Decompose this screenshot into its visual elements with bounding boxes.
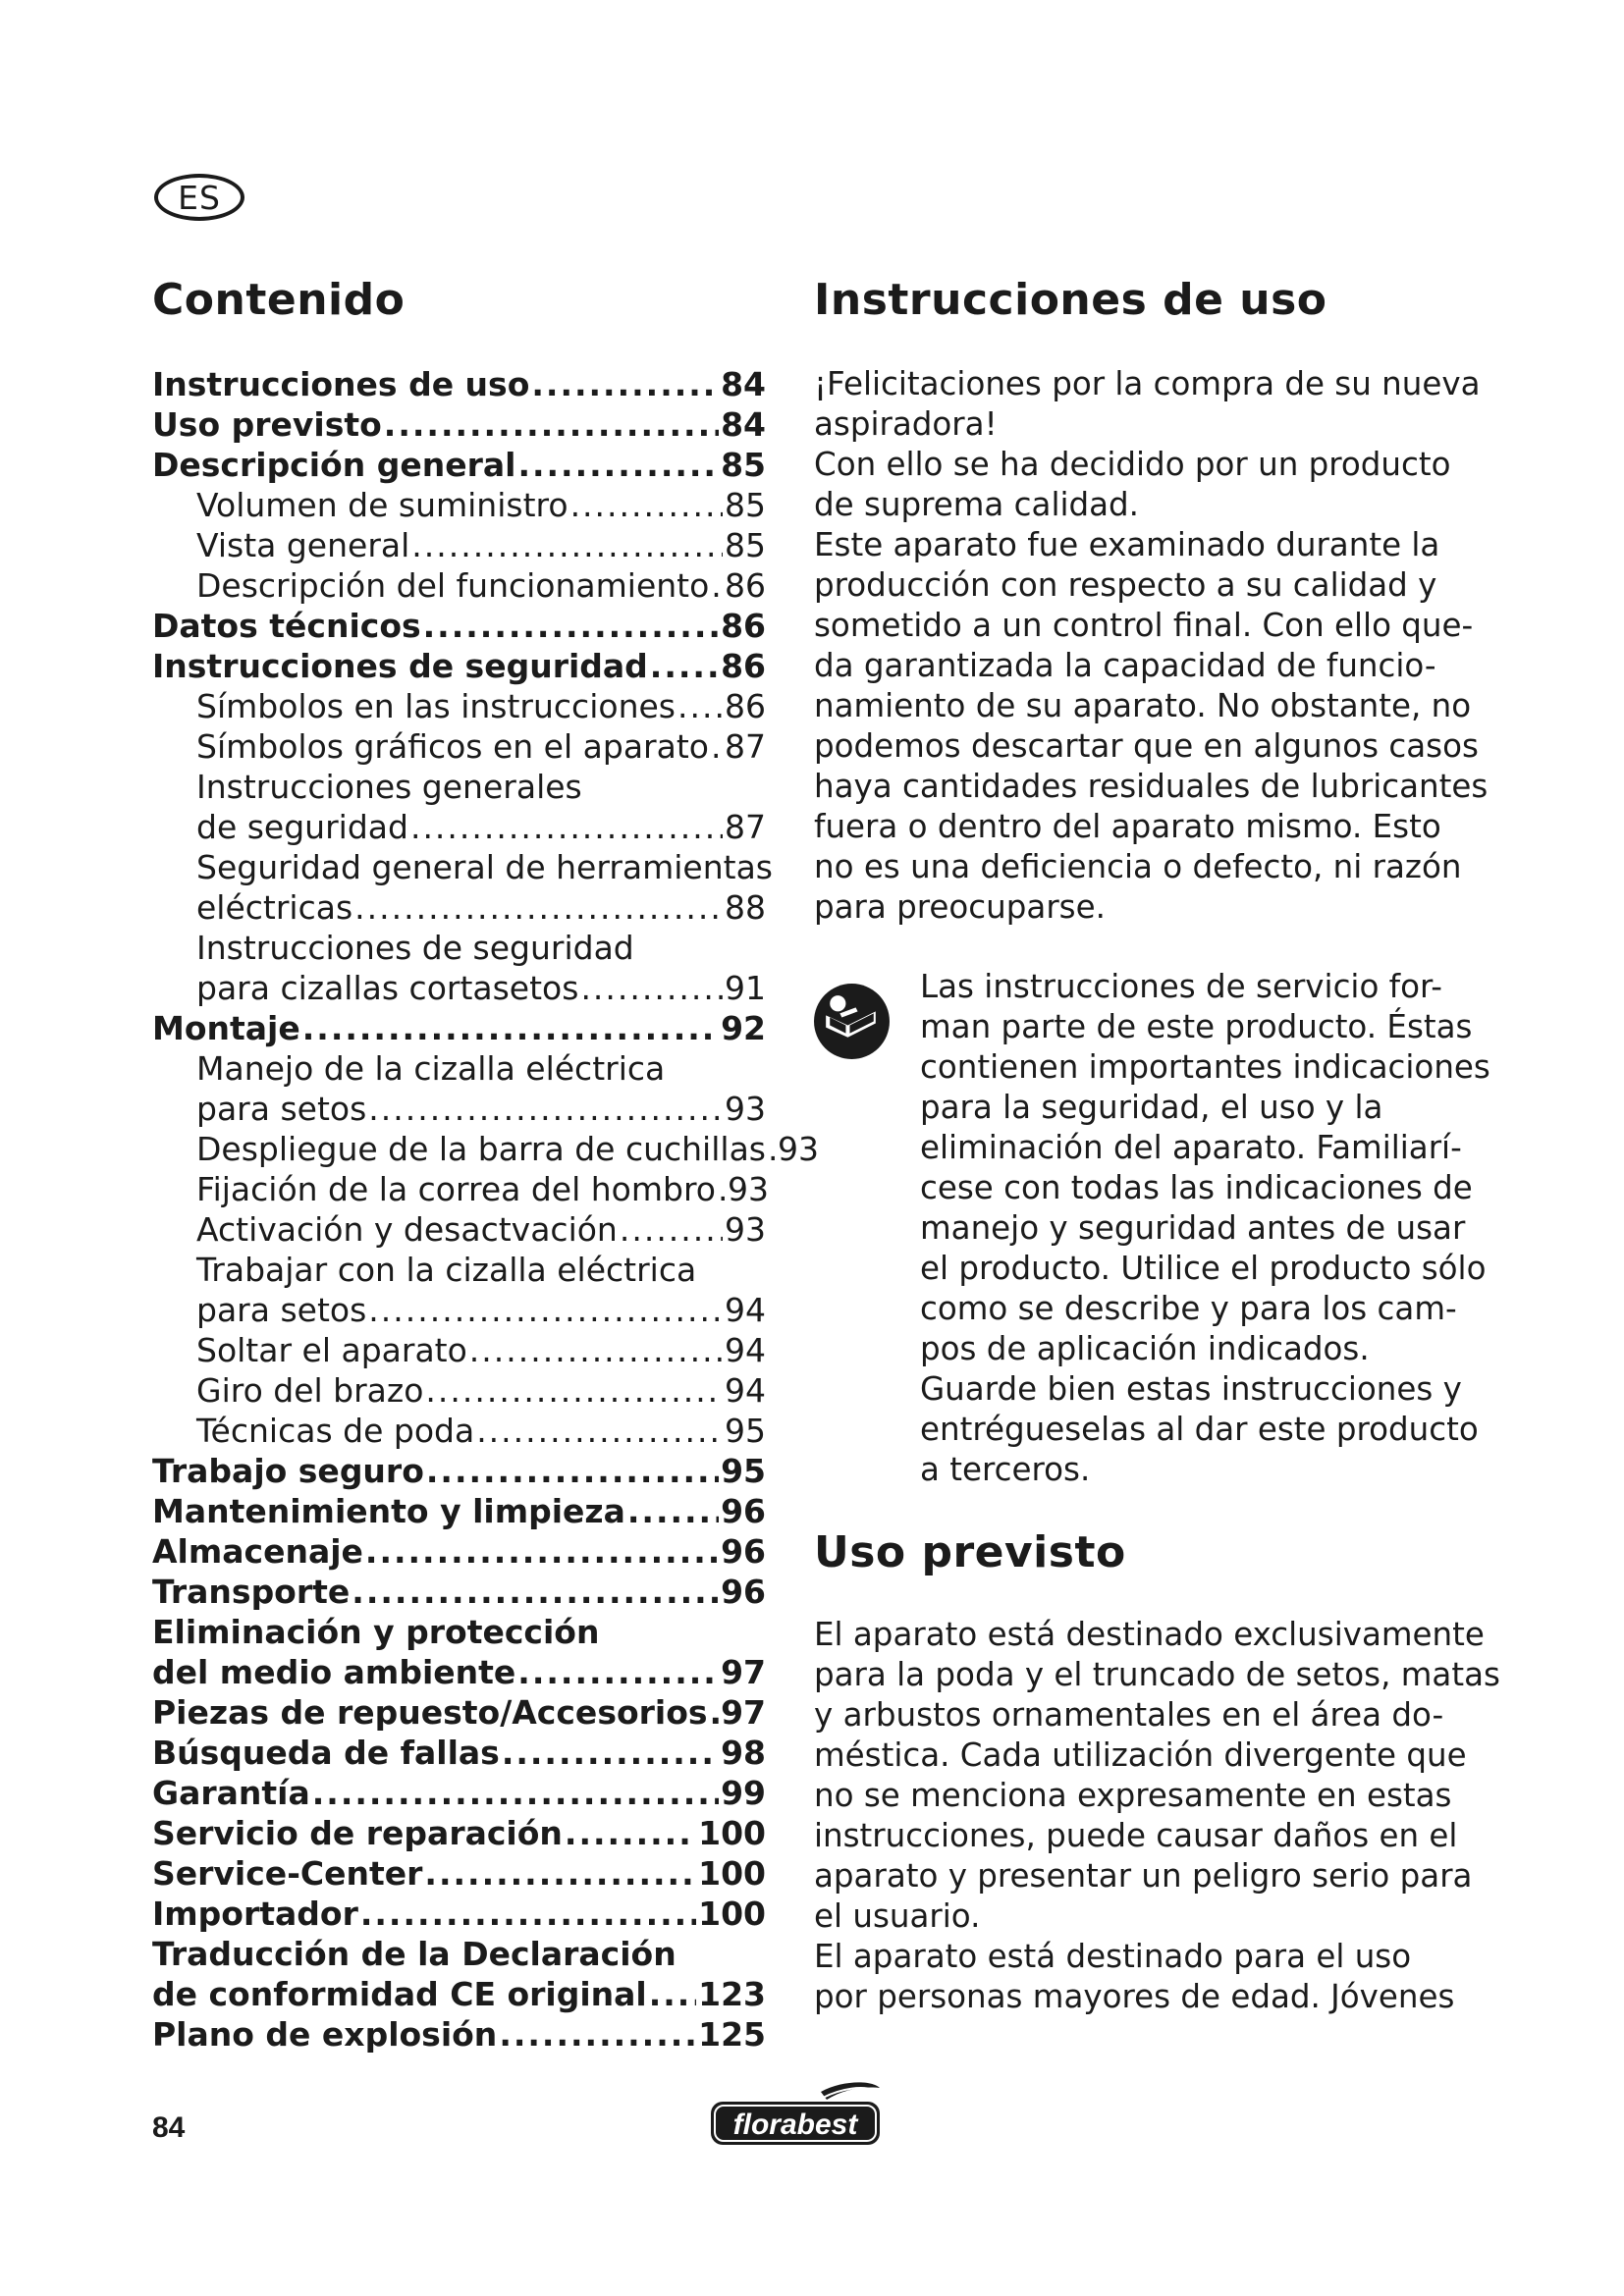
toc-entry — [152, 887, 766, 928]
notice-line: manejo y seguridad antes de usar — [920, 1209, 1466, 1247]
toc-entry — [152, 1853, 766, 1894]
toc-leader-dots — [426, 1451, 719, 1491]
toc-leader-dots — [352, 1572, 719, 1612]
intro-line: producción con respecto a su calidad y — [814, 566, 1437, 604]
intended-use-line: por personas mayores de edad. Jóvenes — [814, 1978, 1455, 2015]
notice-line: Las instrucciones de servicio for- — [920, 968, 1443, 1005]
toc-entry — [152, 1209, 766, 1250]
toc-entry — [152, 445, 766, 485]
language-badge — [154, 174, 244, 221]
toc-entry-page: 93 — [777, 1130, 819, 1168]
toc-entry-label: Símbolos gráficos en el aparato — [196, 727, 709, 766]
toc-leader-dots — [710, 1692, 720, 1733]
toc-entry — [152, 1330, 766, 1370]
toc-entry — [152, 1290, 766, 1330]
toc-leader-dots — [469, 1330, 723, 1370]
toc-entry-page: 94 — [725, 1331, 766, 1369]
toc-entry — [152, 968, 766, 1008]
toc-entry-page: 97 — [721, 1653, 766, 1691]
toc-entry-page: 94 — [725, 1291, 766, 1329]
toc-leader-dots — [517, 445, 719, 485]
toc-entry-label: Técnicas de poda — [196, 1412, 475, 1450]
toc-entry-label: Plano de explosión — [152, 2015, 498, 2054]
instructions-title: Instrucciones de uso — [814, 275, 1327, 325]
toc-entry-label: Instrucciones generales — [196, 768, 582, 806]
toc-entry-label: Instrucciones de seguridad — [196, 929, 634, 967]
toc-entry-page: 85 — [725, 486, 766, 524]
toc-leader-dots — [312, 1773, 719, 1813]
toc-entry-label: Soltar el aparato — [196, 1331, 467, 1369]
intro-line: sometido a un control final. Con ello que- — [814, 607, 1474, 644]
intro-line: namiento de su aparato. No obstante, no — [814, 687, 1472, 724]
toc-leader-dots — [677, 686, 723, 726]
intro-line: Con ello se ha decidido por un producto — [814, 446, 1451, 483]
toc-entry-label: Montaje — [152, 1009, 300, 1047]
toc-entry-page: 125 — [698, 2015, 766, 2054]
toc-entry-page: 87 — [725, 808, 766, 846]
toc-leader-dots — [354, 887, 723, 928]
toc-entry-label: de conformidad CE original — [152, 1975, 647, 2013]
intro-line: para preocuparse. — [814, 888, 1106, 926]
toc-leader-dots — [649, 1974, 696, 2014]
toc-entry-label: Volumen de suministro — [196, 486, 568, 524]
toc-entry — [152, 485, 766, 525]
toc-entry-label: Seguridad general de herramientas — [196, 848, 773, 886]
toc-entry-label: para setos — [196, 1291, 367, 1329]
toc-entry-label: Servicio de reparación — [152, 1814, 563, 1852]
toc-entry-page: 95 — [721, 1452, 766, 1490]
toc-entry — [152, 1733, 766, 1773]
toc-entry-label: Datos técnicos — [152, 607, 421, 645]
intro-line: aspiradora! — [814, 405, 998, 443]
toc-entry — [152, 767, 766, 807]
toc-entry — [152, 404, 766, 445]
toc-entry-page: 86 — [725, 566, 766, 605]
toc-entry — [152, 1531, 766, 1572]
toc-entry — [152, 1652, 766, 1692]
toc-entry — [152, 1934, 766, 1974]
toc-leader-dots — [368, 1290, 723, 1330]
toc-entry — [152, 646, 766, 686]
toc-entry — [152, 565, 766, 606]
toc-leader-dots — [476, 1411, 723, 1451]
toc-entry-label: eléctricas — [196, 888, 353, 927]
notice-paragraph — [920, 967, 1490, 1490]
toc-leader-dots — [711, 726, 723, 767]
toc-entry — [152, 525, 766, 565]
toc-entry — [152, 847, 773, 887]
read-manual-icon — [812, 982, 892, 1061]
toc-entry-label: Trabajar con la cizalla eléctrica — [196, 1251, 697, 1289]
toc-entry-label: Service-Center — [152, 1854, 423, 1893]
toc-entry — [152, 1129, 819, 1169]
intro-line: ¡Felicitaciones por la compra de su nueva — [814, 365, 1481, 402]
notice-line: pos de aplicación indicados. — [920, 1330, 1370, 1367]
toc-entry-page: 85 — [721, 446, 766, 484]
toc-entry-page: 84 — [721, 365, 766, 403]
toc-entry-page: 97 — [721, 1693, 766, 1732]
notice-line: eliminación del aparato. Familiarí- — [920, 1129, 1462, 1166]
toc-leader-dots — [424, 1853, 696, 1894]
toc-leader-dots — [718, 1169, 726, 1209]
toc-entry-label: Manejo de la cizalla eléctrica — [196, 1049, 666, 1088]
intended-use-line: El aparato está destinado para el uso — [814, 1938, 1412, 1975]
toc-entry-page: 86 — [721, 647, 766, 685]
intro-line: da garantizada la capacidad de funcio- — [814, 647, 1436, 684]
toc-entry — [152, 1974, 766, 2014]
toc-entry-label: Eliminación y protección — [152, 1613, 600, 1651]
toc-entry-page: 85 — [725, 526, 766, 564]
toc-entry-label: para cizallas cortasetos — [196, 969, 579, 1007]
toc-leader-dots — [650, 646, 719, 686]
notice-line: a terceros. — [920, 1451, 1091, 1488]
toc-entry — [152, 1250, 766, 1290]
toc-leader-dots — [580, 968, 723, 1008]
toc-leader-dots — [365, 1531, 719, 1572]
toc-entry — [152, 1169, 769, 1209]
intro-line: haya cantidades residuales de lubricantes — [814, 768, 1489, 805]
toc-entry-page: 84 — [721, 405, 766, 444]
toc-entry — [152, 1773, 766, 1813]
toc-entry — [152, 1491, 766, 1531]
toc-entry — [152, 1894, 766, 1934]
toc-entry-page: 123 — [698, 1975, 766, 2013]
toc-entry-page: 91 — [725, 969, 766, 1007]
brand-name: florabest — [732, 2109, 858, 2141]
toc-entry-page: 87 — [725, 727, 766, 766]
intended-use-line: el usuario. — [814, 1897, 981, 1935]
toc-entry-page: 92 — [721, 1009, 766, 1047]
toc-entry — [152, 1008, 766, 1048]
toc-entry-label: Despliegue de la barra de cuchillas — [196, 1130, 766, 1168]
toc-entry-label: Almacenaje — [152, 1532, 363, 1571]
intro-paragraph — [814, 364, 1488, 928]
toc-entry-label: Importador — [152, 1895, 358, 1933]
language-code: ES — [178, 178, 221, 217]
toc-leader-dots — [620, 1209, 723, 1250]
intended-use-line: para la poda y el truncado de setos, matas — [814, 1656, 1500, 1693]
intended-use-line: y arbustos ornamentales en el área do- — [814, 1696, 1444, 1734]
toc-entry — [152, 928, 766, 968]
toc-entry-page: 93 — [725, 1090, 766, 1128]
toc-entry-page: 93 — [725, 1210, 766, 1249]
intro-line: Este aparato fue examinado durante la — [814, 526, 1440, 563]
toc-entry — [152, 726, 766, 767]
toc-entry — [152, 1612, 766, 1652]
toc-entry-page: 96 — [721, 1532, 766, 1571]
toc-entry — [152, 1089, 766, 1129]
toc-entry-label: Instrucciones de seguridad — [152, 647, 648, 685]
toc-entry — [152, 807, 766, 847]
notice-line: entrégueselas al dar este producto — [920, 1411, 1479, 1448]
intended-use-line: no se menciona expresamente en estas — [814, 1777, 1452, 1814]
toc-entry — [152, 1370, 766, 1411]
toc-leader-dots — [410, 807, 723, 847]
toc-leader-dots — [302, 1008, 719, 1048]
florabest-logo — [705, 2078, 886, 2149]
toc-leader-dots — [768, 1129, 776, 1169]
intended-use-line: instrucciones, puede causar daños en el — [814, 1817, 1458, 1854]
toc-entry — [152, 2014, 766, 2055]
toc-entry-label: para setos — [196, 1090, 367, 1128]
intended-use-line: méstica. Cada utilización divergente que — [814, 1736, 1467, 1774]
toc-leader-dots — [360, 1894, 696, 1934]
toc-entry — [152, 1411, 766, 1451]
toc-entry-page: 86 — [725, 687, 766, 725]
toc-title: Contenido — [152, 275, 406, 325]
intro-line: de suprema calidad. — [814, 486, 1140, 523]
toc-leader-dots — [384, 404, 719, 445]
toc-leader-dots — [627, 1491, 719, 1531]
toc-entry — [152, 1692, 766, 1733]
table-of-contents — [152, 364, 819, 2055]
toc-leader-dots — [411, 525, 723, 565]
toc-entry-page: 100 — [698, 1854, 766, 1893]
toc-entry-page: 88 — [725, 888, 766, 927]
toc-entry-label: Giro del brazo — [196, 1371, 424, 1410]
notice-line: contienen importantes indicaciones — [920, 1048, 1490, 1086]
toc-entry-label: Vista general — [196, 526, 410, 564]
intro-line: no es una deficiencia o defecto, ni razón — [814, 848, 1462, 885]
toc-leader-dots — [368, 1089, 723, 1129]
toc-entry-label: Garantía — [152, 1774, 310, 1812]
toc-entry-label: Símbolos en las instrucciones — [196, 687, 676, 725]
intended-use-line: El aparato está destinado exclusivamente — [814, 1616, 1485, 1653]
notice-line: Guarde bien estas instrucciones y — [920, 1370, 1462, 1408]
toc-entry-label: Mantenimiento y limpieza — [152, 1492, 625, 1530]
intro-line: fuera o dentro del aparato mismo. Esto — [814, 808, 1441, 845]
intended-use-paragraph — [814, 1615, 1500, 2017]
toc-leader-dots — [565, 1813, 696, 1853]
toc-entry-page: 95 — [725, 1412, 766, 1450]
toc-entry-page: 100 — [698, 1895, 766, 1933]
toc-entry-label: Uso previsto — [152, 405, 382, 444]
toc-leader-dots — [425, 1370, 723, 1411]
intended-use-line: aparato y presentar un peligro serio para — [814, 1857, 1473, 1895]
notice-line: el producto. Utilice el producto sólo — [920, 1250, 1487, 1287]
toc-leader-dots — [502, 1733, 719, 1773]
toc-entry-label: Traducción de la Declaración — [152, 1935, 677, 1973]
toc-entry-label: Instrucciones de uso — [152, 365, 530, 403]
toc-entry-page: 100 — [698, 1814, 766, 1852]
toc-entry-page: 99 — [721, 1774, 766, 1812]
toc-entry — [152, 1572, 766, 1612]
intended-use-title: Uso previsto — [814, 1527, 1126, 1577]
toc-entry-page: 93 — [727, 1170, 769, 1208]
toc-leader-dots — [517, 1652, 719, 1692]
toc-entry-label: del medio ambiente — [152, 1653, 516, 1691]
toc-entry-label: Piezas de repuesto/Accesorios — [152, 1693, 708, 1732]
toc-entry-label: de seguridad — [196, 808, 408, 846]
notice-line: como se describe y para los cam- — [920, 1290, 1457, 1327]
toc-leader-dots — [570, 485, 723, 525]
toc-entry-label: Transporte — [152, 1573, 351, 1611]
toc-leader-dots — [423, 606, 719, 646]
notice-line: para la seguridad, el uso y la — [920, 1089, 1383, 1126]
toc-entry-page: 86 — [721, 607, 766, 645]
toc-entry-label: Fijación de la correa del hombro — [196, 1170, 716, 1208]
toc-entry-label: Descripción general — [152, 446, 516, 484]
toc-entry-label: Trabajo seguro — [152, 1452, 424, 1490]
toc-entry — [152, 606, 766, 646]
notice-line: cese con todas las indicaciones de — [920, 1169, 1473, 1206]
toc-entry — [152, 1048, 766, 1089]
notice-line: man parte de este producto. Éstas — [920, 1008, 1473, 1045]
toc-entry-label: Descripción del funcionamiento — [196, 566, 710, 605]
page-number: 84 — [152, 2111, 186, 2144]
toc-entry-page: 96 — [721, 1492, 766, 1530]
toc-leader-dots — [499, 2014, 696, 2055]
toc-entry-label: Búsqueda de fallas — [152, 1734, 500, 1772]
toc-entry-page: 96 — [721, 1573, 766, 1611]
toc-entry — [152, 1813, 766, 1853]
toc-entry — [152, 686, 766, 726]
toc-entry-label: Activación y desactvación — [196, 1210, 618, 1249]
toc-entry — [152, 364, 766, 404]
toc-leader-dots — [531, 364, 719, 404]
intro-line: podemos descartar que en algunos casos — [814, 727, 1479, 765]
toc-entry-page: 98 — [721, 1734, 766, 1772]
toc-leader-dots — [711, 565, 723, 606]
toc-entry — [152, 1451, 766, 1491]
toc-entry-page: 94 — [725, 1371, 766, 1410]
